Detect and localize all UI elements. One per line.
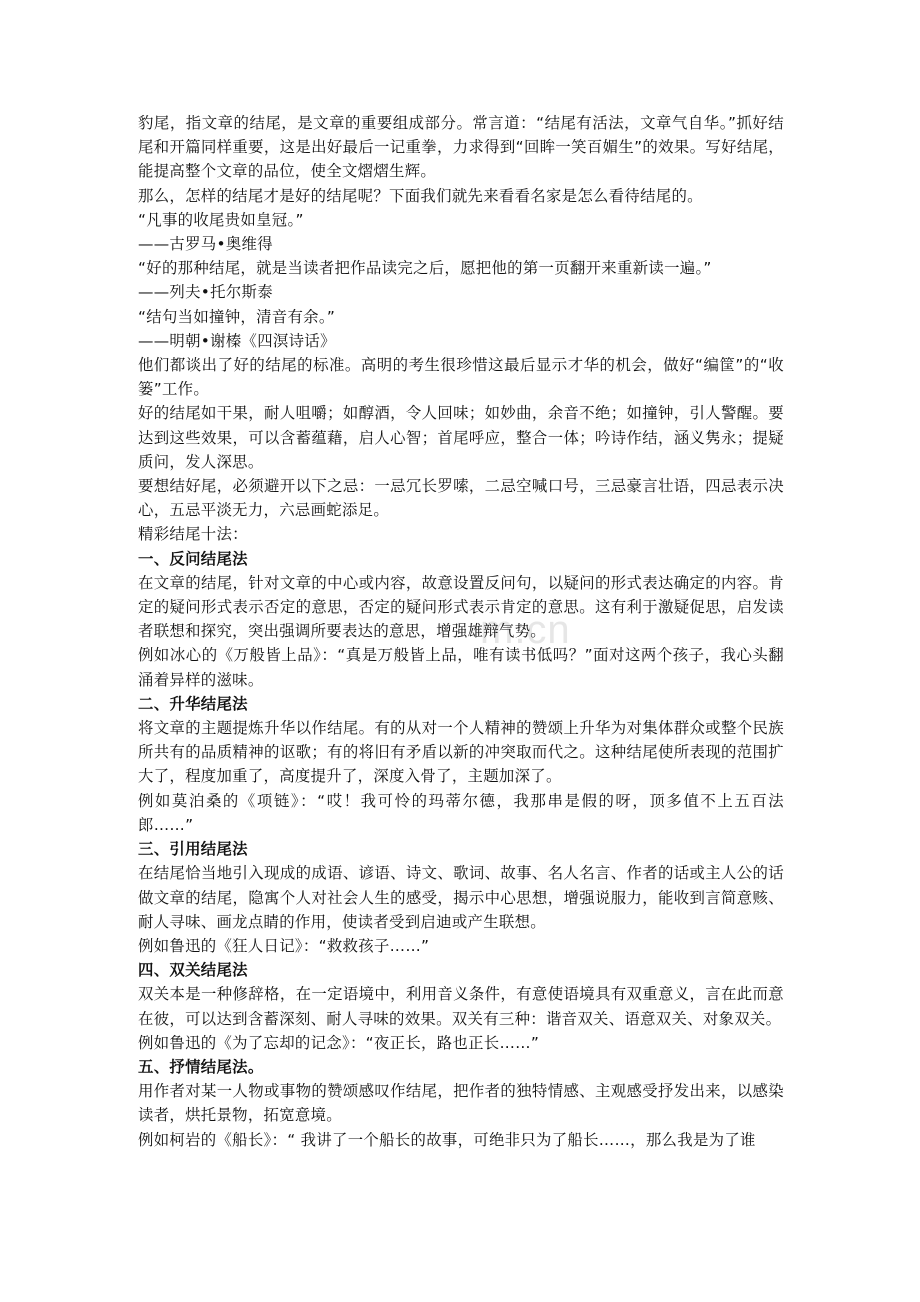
- paragraph: 在结尾恰当地引入现成的成语、谚语、诗文、歌词、故事、名人名言、作者的话或主人公的话做文章的结尾，隐寓个人对社会人生的感受，揭示中心思想，增强说服力，能收到言简意赅、耐人寻味、画龙点睛的作用，使读者受到启迪或产生联想。: [138, 864, 784, 931]
- paragraph: 精彩结尾十法：: [138, 525, 248, 544]
- paragraph: 那么，怎样的结尾才是好的结尾呢？下面我们就先来看看名家是怎么看待结尾的。: [138, 186, 703, 205]
- paragraph: ——明朝•谢榛《四溟诗话》: [138, 331, 336, 350]
- watermark: m.cn: [480, 608, 571, 652]
- paragraph: “凡事的收尾贵如皇冠。”: [138, 210, 304, 229]
- paragraph: ——古罗马•奥维得: [138, 235, 273, 254]
- paragraph: 在文章的结尾，针对文章的中心或内容，故意设置反问句，以疑问的形式表达确定的内容。肯定的疑问形式表示否定的意思，否定的疑问形式表示肯定的意思。这有利于激疑促思，启发读者联想和探究，突出强调所要表达的意思，增强雄辩气势。: [138, 573, 784, 641]
- paragraph: 例如莫泊桑的《项链》：“哎！我可怜的玛蒂尔德，我那串是假的呀，顶多值不上五百法郎……”: [138, 791, 784, 834]
- paragraph: 将文章的主题提炼升华以作结尾。有的从对一个人精神的赞颂上升华为对集体群众或整个民族所共有的品质精神的讴歌；有的将旧有矛盾以新的冲突取而代之。这种结尾使所表现的范围扩大了，程度加重了，高度提升了，深度入骨了，主题加深了。: [138, 719, 784, 786]
- paragraph: “结句当如撞钟，清音有余。”: [138, 307, 336, 326]
- paragraph: 例如柯岩的《船长》：“ 我讲了一个船长的故事，可绝非只为了船长……，那么我是为了谁: [138, 1130, 756, 1149]
- section-heading: 四、双关结尾法: [138, 961, 248, 980]
- paragraph: ——列夫•托尔斯泰: [138, 283, 273, 302]
- paragraph: 例如鲁迅的《狂人日记》：“救救孩子……”: [138, 936, 430, 955]
- section-heading: 二、升华结尾法: [138, 694, 248, 713]
- paragraph: 例如鲁迅的《为了忘却的记念》：“夜正长，路也正长……”: [138, 1033, 540, 1052]
- paragraph: 他们都谈出了好的结尾的标准。高明的考生很珍惜这最后显示才华的机会，做好“编筐”的“收篓”工作。: [138, 356, 784, 399]
- section-heading: 三、引用结尾法: [138, 840, 248, 859]
- paragraph: 好的结尾如干果，耐人咀嚼；如醇酒，令人回味；如妙曲，余音不绝；如撞钟，引人警醒。要达到这些效果，可以含蓄蕴藉，启人心智；首尾呼应，整合一体；吟诗作结，涵义隽永；提疑质问，发人深思。: [138, 404, 784, 471]
- paragraph: 用作者对某一人物或事物的赞颂感叹作结尾，把作者的独特情感、主观感受抒发出来，以感染读者，烘托景物，拓宽意境。: [138, 1082, 784, 1125]
- paragraph: 豹尾，指文章的结尾，是文章的重要组成部分。常言道：“结尾有活法，文章气自华。”抓好结尾和开篇同样重要，这是出好最后一记重拳，力求得到“回眸一笑百媚生”的效果。写好结尾，能提高整个文章的品位，使全文熠熠生辉。: [138, 114, 784, 181]
- paragraph: 例如冰心的《万般皆上品》：“真是万般皆上品，唯有读书低吗？”面对这两个孩子，我心头翻涌着异样的滋味。: [138, 646, 784, 689]
- paragraph: “好的那种结尾，就是当读者把作品读完之后，愿把他的第一页翻开来重新读一遍。”: [138, 259, 712, 278]
- paragraph: 要想结好尾，必须避开以下之忌：一忌冗长罗嗦，二忌空喊口号，三忌豪言壮语，四忌表示决心，五忌平淡无力，六忌画蛇添足。: [138, 477, 784, 520]
- section-heading: 五、抒情结尾法。: [138, 1057, 264, 1076]
- section-heading: 一、反问结尾法: [138, 549, 248, 568]
- document-body: [138, 111, 784, 1152]
- paragraph: 双关本是一种修辞格，在一定语境中，利用音义条件，有意使语境具有双重意义，言在此而意在彼，可以达到含蓄深刻、耐人寻味的效果。双关有三种：谐音双关、语意双关、对象双关。: [138, 985, 784, 1028]
